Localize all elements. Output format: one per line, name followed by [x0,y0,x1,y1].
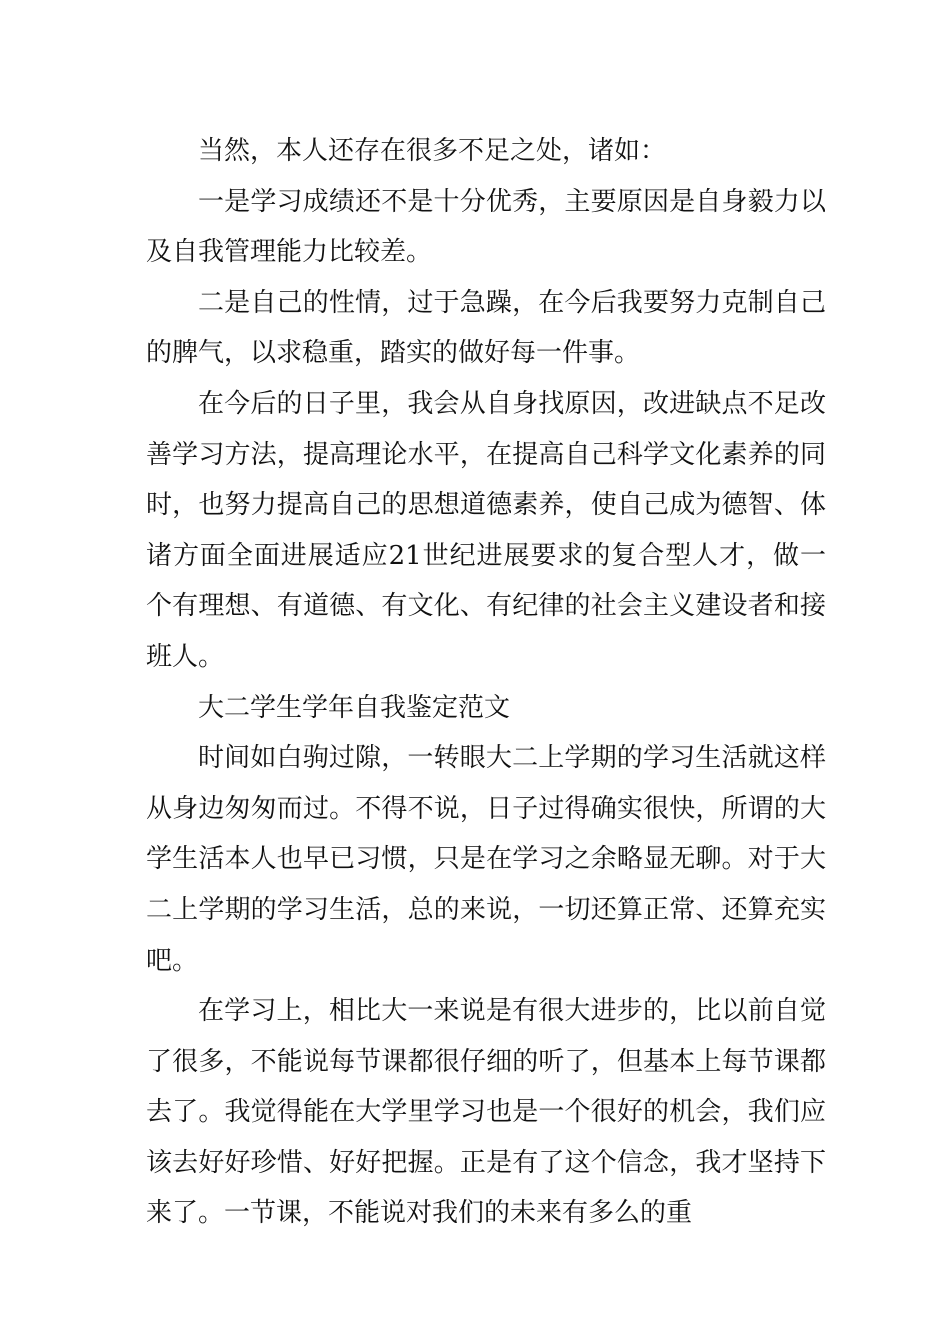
section-heading: 大二学生学年自我鉴定范文 [198,692,511,723]
paragraph-shortcoming-one: 一是学习成绩还不是十分优秀，主要原因是自身毅力以及自我管理能力比较差。 [146,186,826,268]
document-body [146,126,826,1239]
paragraph-time-passing: 时间如白驹过隙，一转眼大二上学期的学习生活就这样从身边匆匆而过。不得不说，日子过得确实很快，所谓的大学生活本人也早已习惯，只是在学习之余略显无聊。对于大二上学期的学习生活，总的来说，一切还算正常、还算充实吧。 [146,743,826,976]
paragraph-shortcomings-intro: 当然，本人还存在很多不足之处，诸如： [198,136,667,166]
paragraph-study: 在学习上，相比大一来说是有很大进步的，比以前自觉了很多，不能说每节课都很仔细的听了，但基本上每节课都去了。我觉得能在大学里学习也是一个很好的机会，我们应该去好好珍惜、好好把握。正是有了这个信念，我才坚持下来了。一节课，不能说对我们的未来有多么的重 [146,996,826,1229]
paragraph-future-plan: 在今后的日子里，我会从自身找原因，改进缺点不足改善学习方法，提高理论水平，在提高自己科学文化素养的同时，也努力提高自己的思想道德素养，使自己成为德智、体诸方面全面进展适应21世纪进展要求的复合型人才，做一个有理想、有道德、有文化、有纪律的社会主义建设者和接班人。 [146,388,826,672]
paragraph-shortcoming-two: 二是自己的性情，过于急躁，在今后我要努力克制自己的脾气，以求稳重，踏实的做好每一件事。 [146,287,826,369]
